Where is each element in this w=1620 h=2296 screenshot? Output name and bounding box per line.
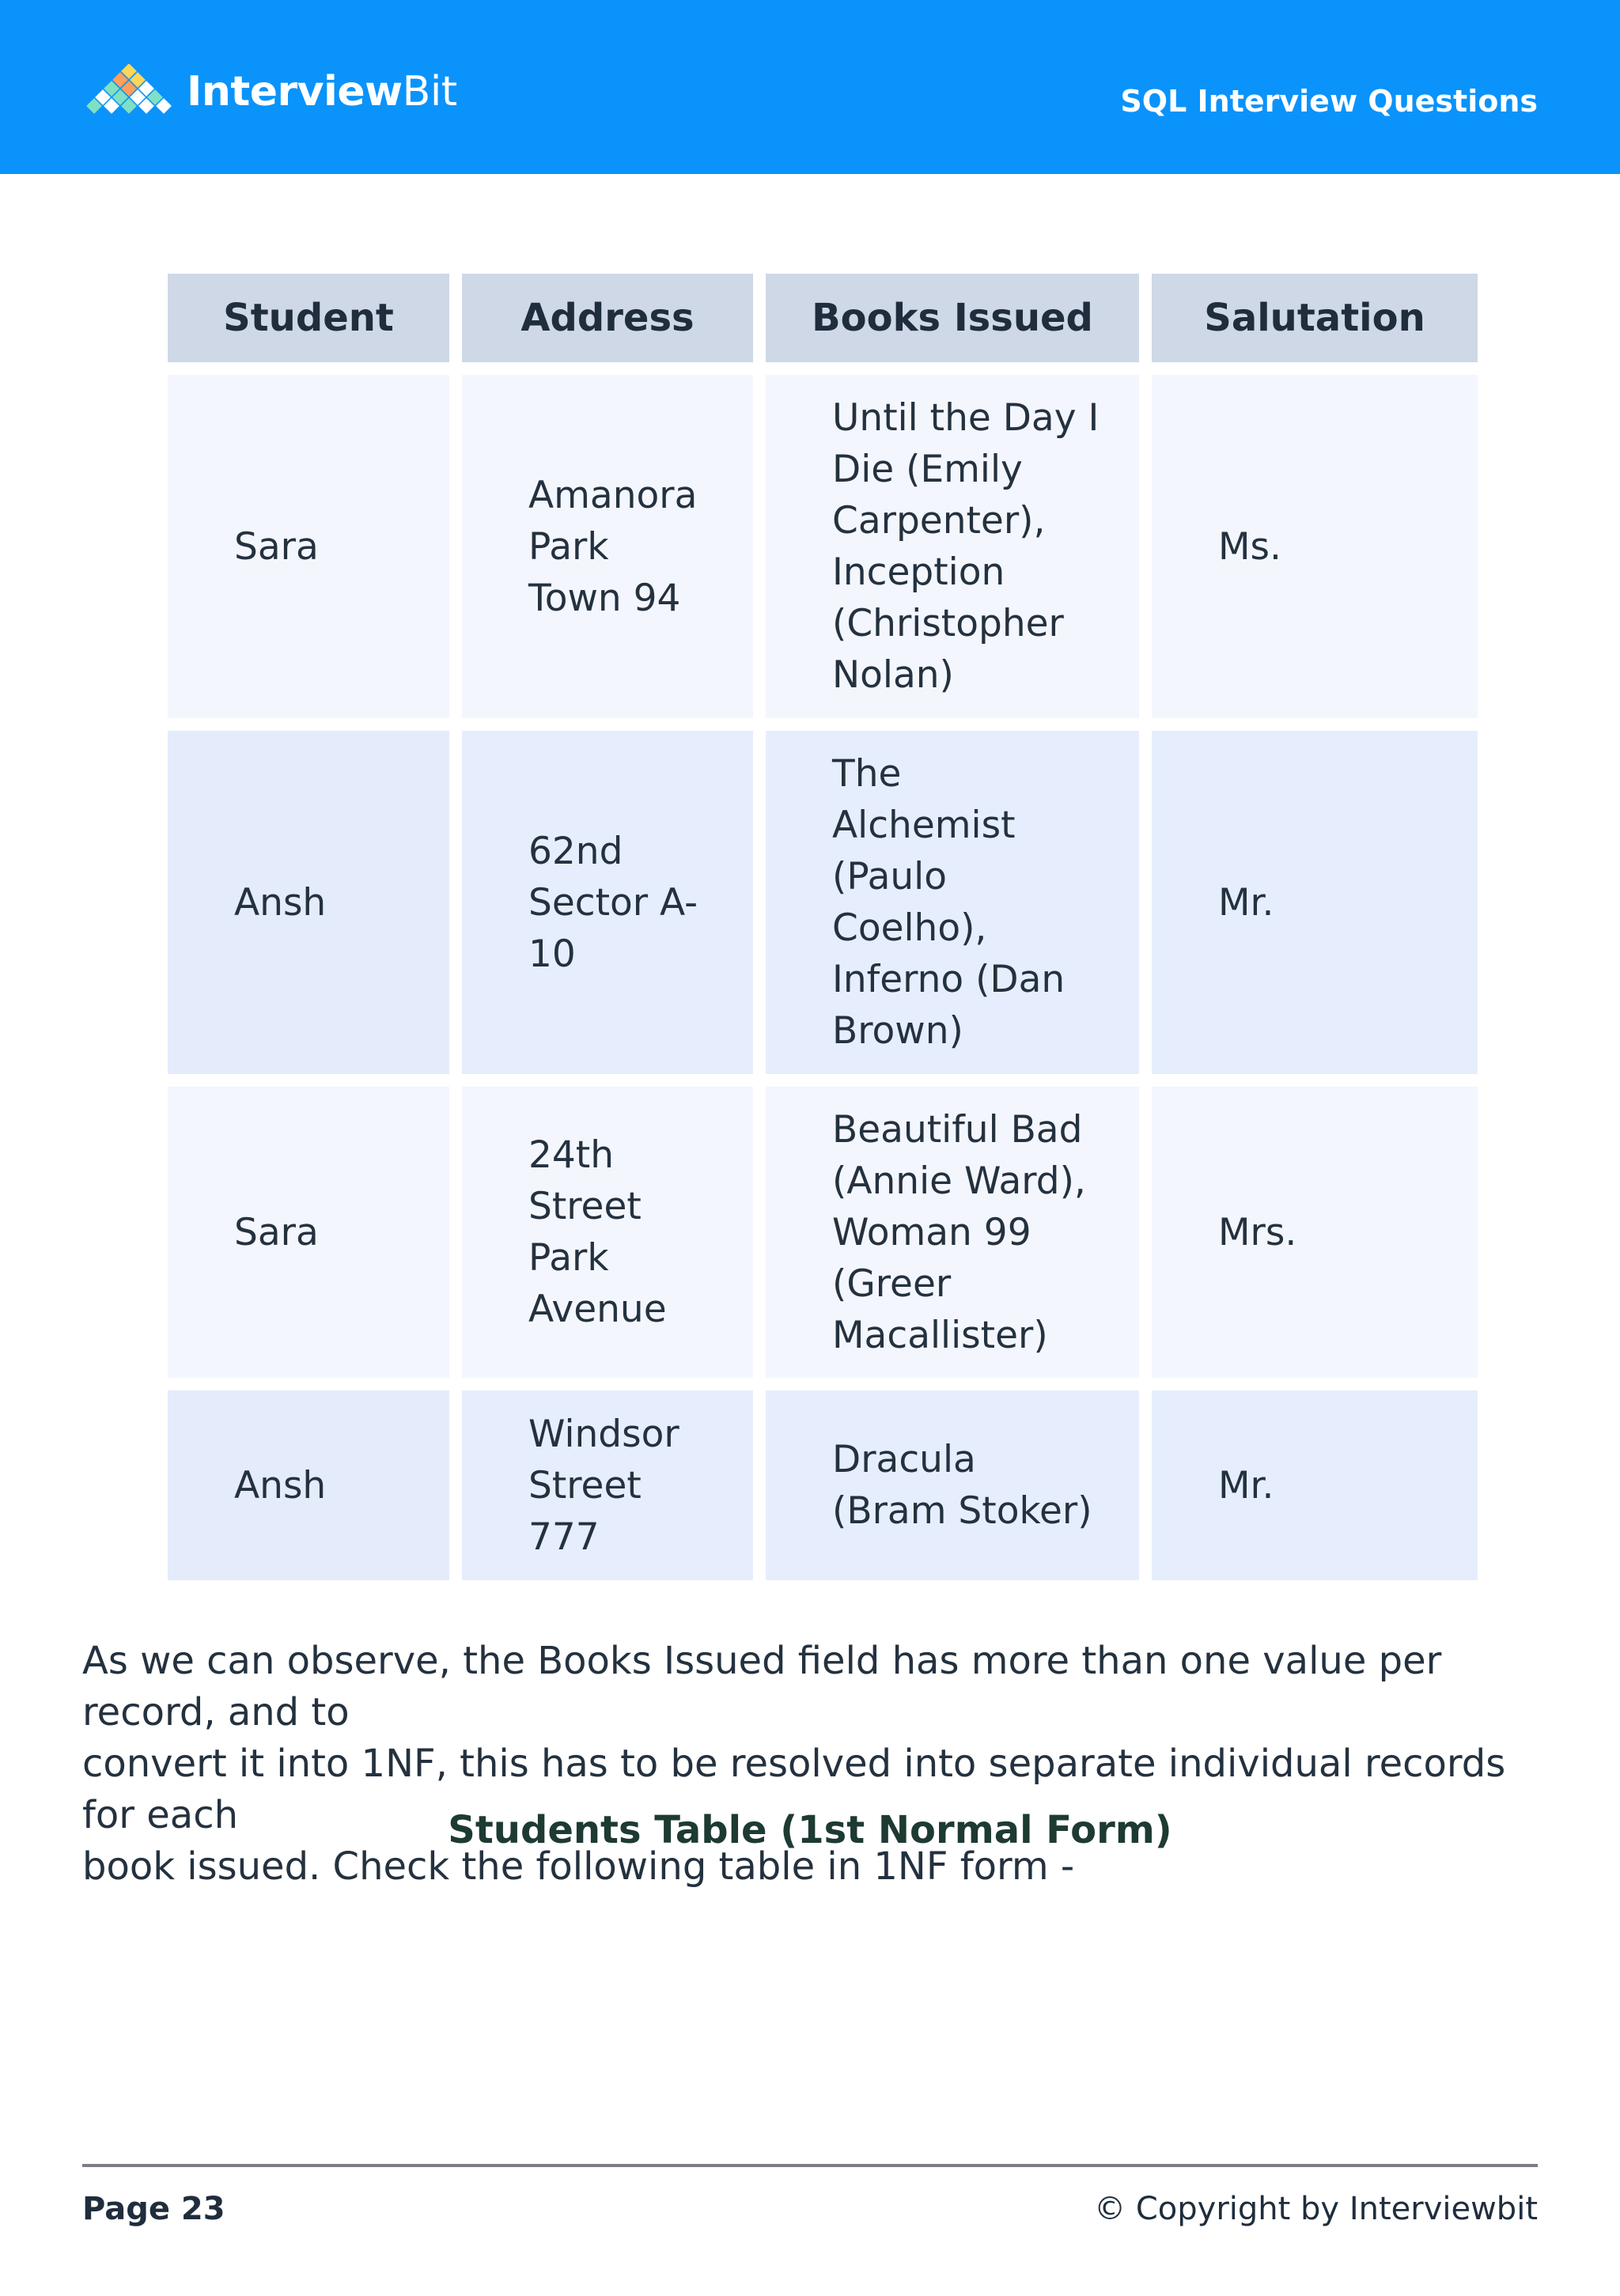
column-header-student: Student xyxy=(168,274,449,362)
cell-address: Windsor Street 777 xyxy=(462,1390,753,1580)
page-number: Page 23 xyxy=(82,2191,225,2227)
explanation-paragraph: As we can observe, the Books Issued field has more than one value per record, and to convert it into 1NF, this has to be resolved into separate individual records for each book issued. Check the following table in 1NF form - xyxy=(82,1639,1506,1889)
table-row xyxy=(168,1390,1478,1580)
column-header-salutation: Salutation xyxy=(1152,274,1478,362)
logo-diamond-icon xyxy=(82,64,176,119)
interviewbit-logo xyxy=(82,66,457,117)
cell-books-issued: Until the Day I Die (Emily Carpenter), Inception (Christopher Nolan) xyxy=(766,375,1139,718)
students-table xyxy=(155,261,1490,1593)
cell-books-issued: Dracula (Bram Stoker) xyxy=(766,1390,1139,1580)
cell-student: Sara xyxy=(168,375,449,718)
cell-address: 24th Street Park Avenue xyxy=(462,1087,753,1378)
table-row xyxy=(168,375,1478,718)
cell-books-issued: The Alchemist (Paulo Coelho), Inferno (Dan Brown) xyxy=(766,731,1139,1074)
cell-salutation: Mr. xyxy=(1152,731,1478,1074)
table-caption: Students Table (1st Normal Form) xyxy=(448,1808,1172,1852)
cell-salutation: Ms. xyxy=(1152,375,1478,718)
footer-divider xyxy=(82,2164,1538,2167)
cell-salutation: Mr. xyxy=(1152,1390,1478,1580)
cell-salutation: Mrs. xyxy=(1152,1087,1478,1378)
column-header-address: Address xyxy=(462,274,753,362)
copyright-notice: © Copyright by Interviewbit xyxy=(1094,2191,1538,2227)
cell-address: Amanora Park Town 94 xyxy=(462,375,753,718)
cell-student: Sara xyxy=(168,1087,449,1378)
table-header-row xyxy=(168,274,1478,362)
cell-address: 62nd Sector A- 10 xyxy=(462,731,753,1074)
table-row xyxy=(168,731,1478,1074)
cell-books-issued: Beautiful Bad (Annie Ward), Woman 99 (Greer Macallister) xyxy=(766,1087,1139,1378)
cell-student: Ansh xyxy=(168,731,449,1074)
table-row xyxy=(168,1087,1478,1378)
brand-name: InterviewBit xyxy=(187,68,457,115)
document-title: SQL Interview Questions xyxy=(1120,84,1538,119)
cell-student: Ansh xyxy=(168,1390,449,1580)
column-header-books-issued: Books Issued xyxy=(766,274,1139,362)
page-header xyxy=(0,0,1620,174)
